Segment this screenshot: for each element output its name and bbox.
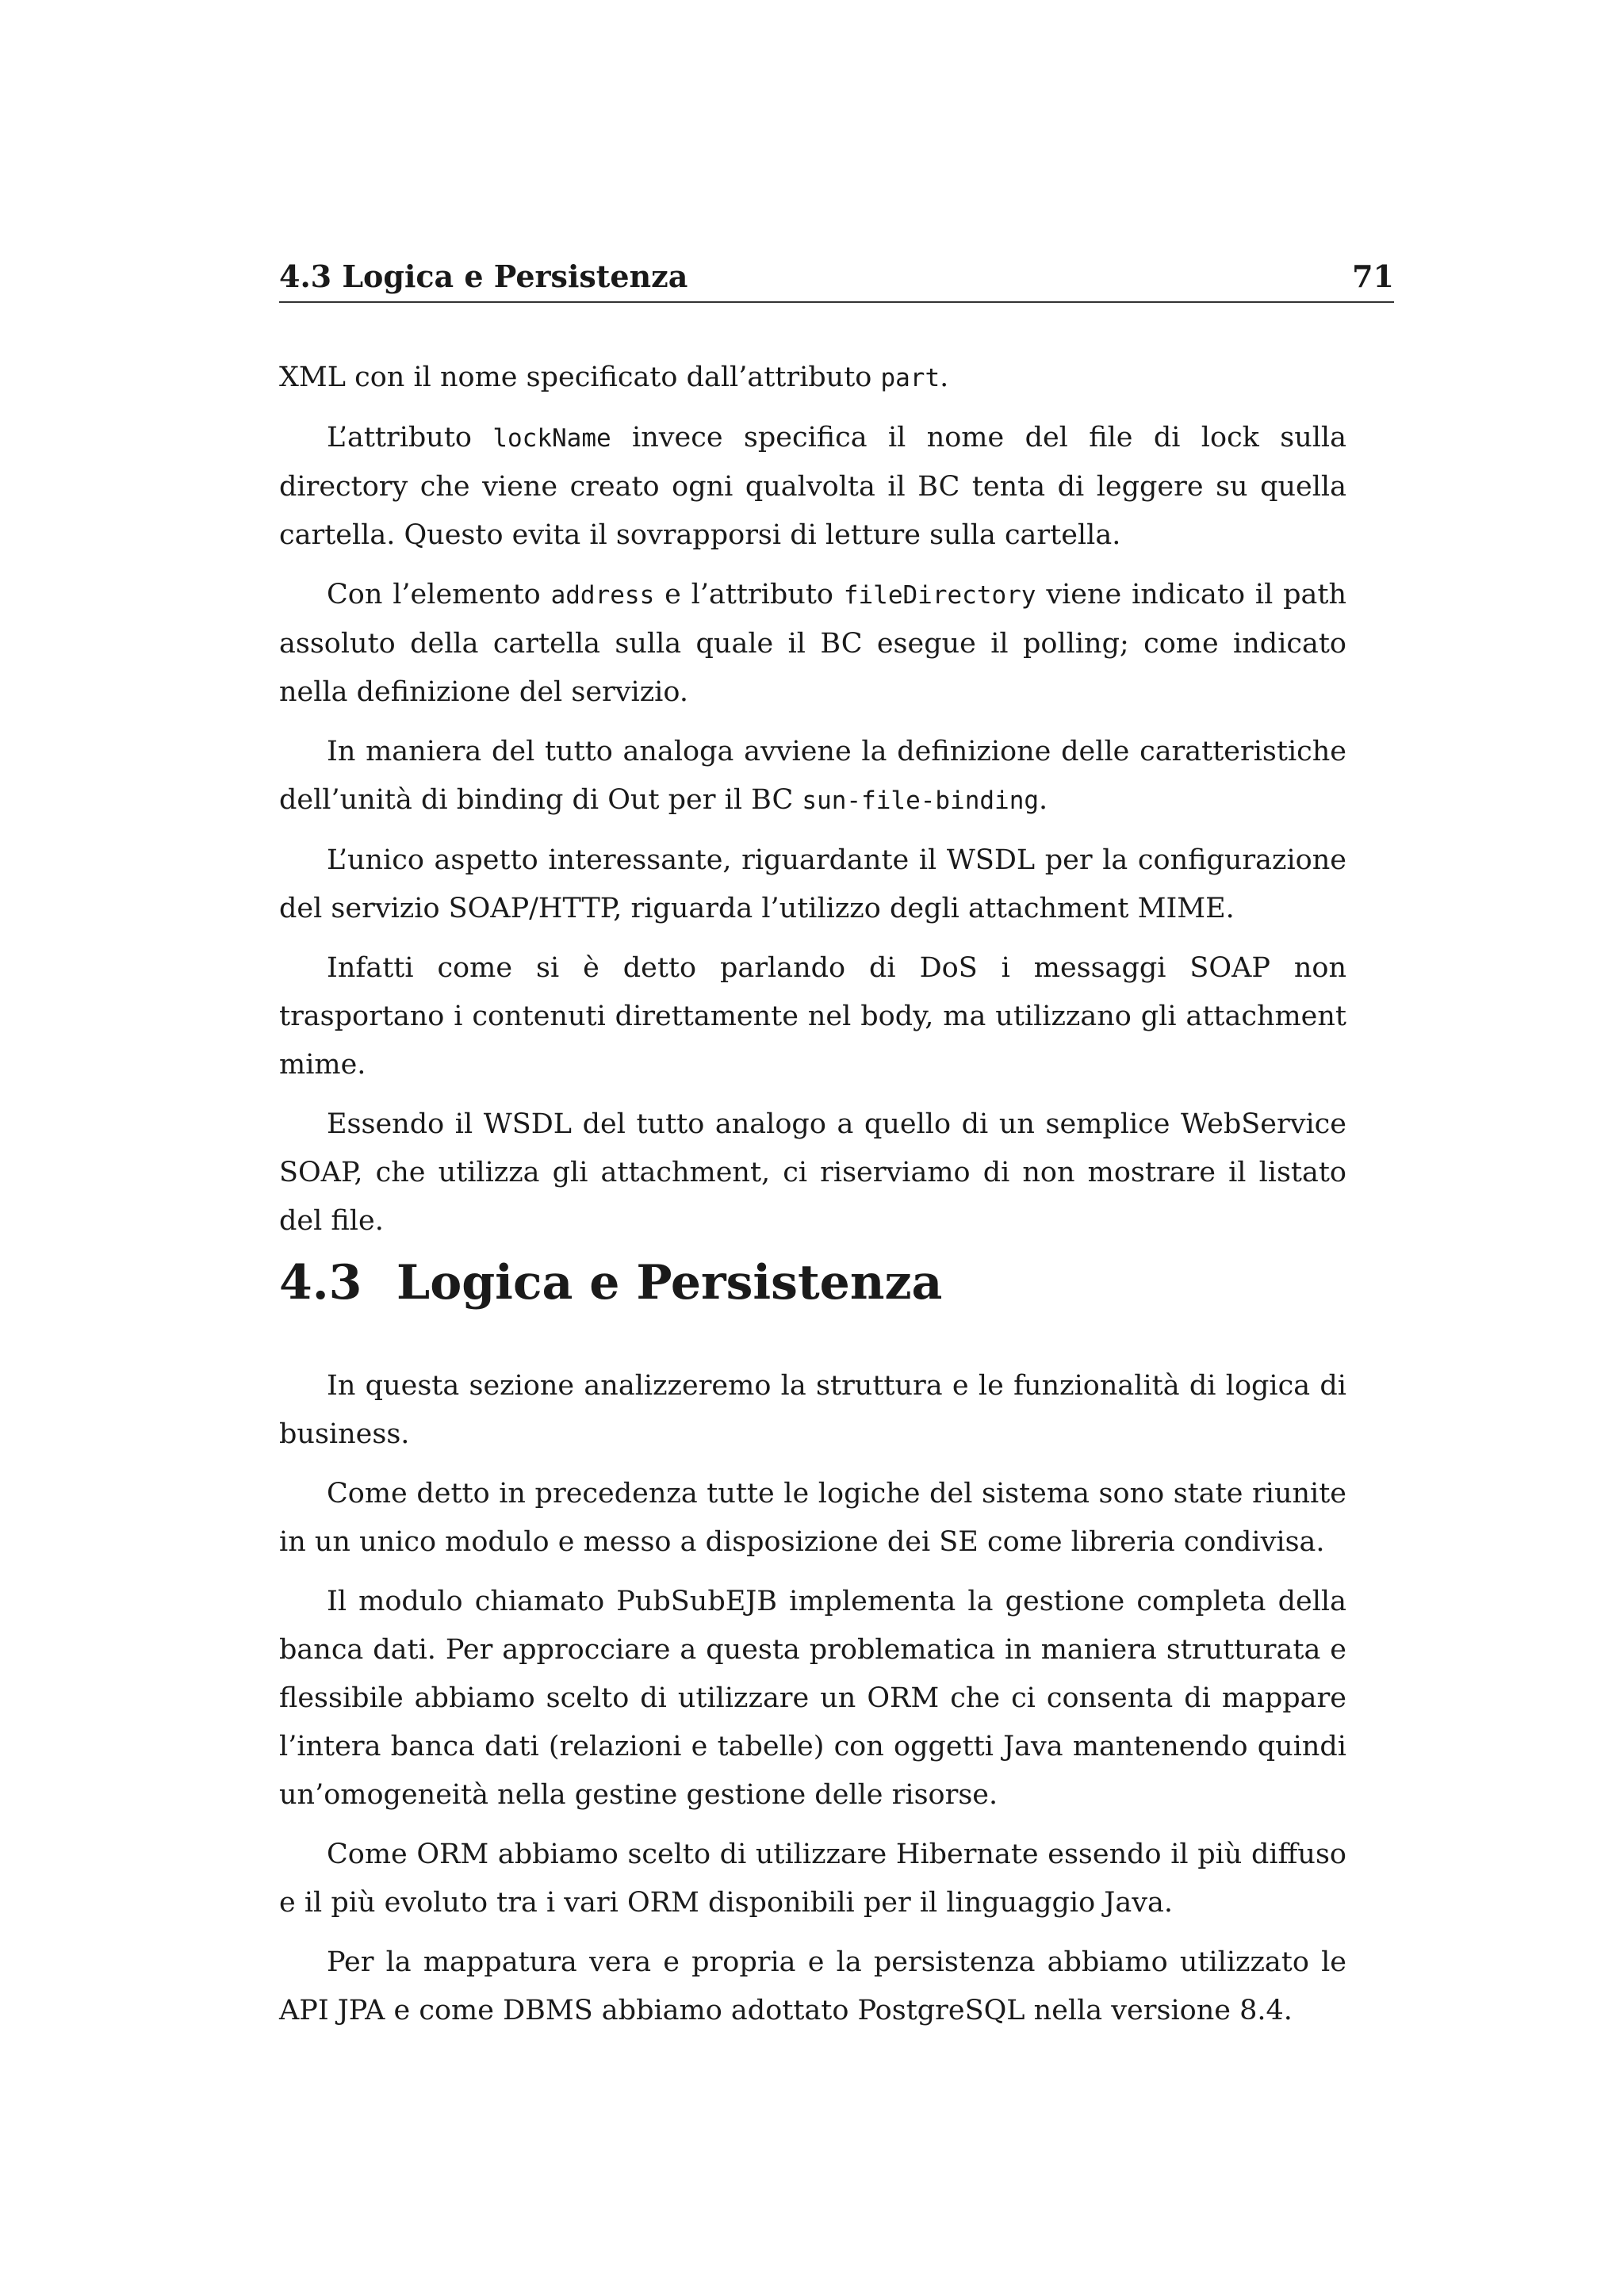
code-sun-file-binding: sun-file-binding bbox=[802, 786, 1040, 815]
paragraph-7: Essendo il WSDL del tutto analogo a quello di un semplice WebService SOAP, che utilizza gli attachment, ci riserviamo di non mostrare il listato del file. bbox=[279, 1108, 1346, 1237]
paragraph-2-text-a: L’attributo bbox=[327, 422, 493, 453]
page-number: 71 bbox=[1352, 258, 1394, 294]
section-paragraph-3: Il modulo chiamato PubSubEJB implementa la gestione completa della banca dati. Per approcciare a questa problematica in maniera strutturata e flessibile abbiamo scelto di utilizzare un ORM che ci consenta di mappare l’intera banca dati (relazioni e tabelle) con oggetti Java mantenendo quindi un’omogeneità nella gestine gestione delle risorse. bbox=[279, 1586, 1346, 1811]
paragraph-3-text-a: Con l’elemento bbox=[327, 579, 551, 610]
paragraph-2-text-b: invece specifica il nome del file di lock sulla directory che viene creato ogni qualvolta il BC tenta di leggere su quella cartella. Questo evita il sovrapporsi di letture sulla cartella. bbox=[279, 422, 1346, 551]
section-paragraph-2: Come detto in precedenza tutte le logiche del sistema sono state riunite in un unico modulo e messo a disposizione dei SE come libreria condivisa. bbox=[279, 1478, 1346, 1558]
running-header-section: 4.3 Logica e Persistenza bbox=[279, 258, 688, 294]
section-title: Logica e Persistenza bbox=[396, 1255, 943, 1311]
paragraph-3-text-b: e l’attributo bbox=[654, 579, 844, 610]
paragraph-4 bbox=[279, 728, 1346, 825]
paragraph-1-text-a: XML con il nome specificato dall’attributo bbox=[279, 362, 881, 393]
code-lockname: lockName bbox=[492, 424, 611, 453]
code-filedirectory: fileDirectory bbox=[843, 581, 1036, 610]
code-address: address bbox=[550, 581, 655, 610]
section-heading bbox=[279, 1251, 942, 1314]
paragraph-3 bbox=[279, 571, 1346, 717]
paragraph-4-text-a: In maniera del tutto analoga avviene la definizione delle caratteristiche dell’unità di binding di Out per il BC bbox=[279, 736, 1346, 816]
paragraph-2 bbox=[279, 414, 1346, 560]
body-text-section bbox=[279, 1362, 1346, 2046]
code-part: part bbox=[880, 364, 940, 392]
paragraph-1-text-b: . bbox=[940, 362, 949, 393]
section-paragraph-4: Come ORM abbiamo scelto di utilizzare Hibernate essendo il più diffuso e il più evoluto tra i vari ORM disponibili per il linguaggio Java. bbox=[279, 1839, 1346, 1919]
section-number: 4.3 bbox=[279, 1255, 362, 1311]
paragraph-6: Infatti come si è detto parlando di DoS i messaggi SOAP non trasportano i contenuti direttamente nel body, ma utilizzano gli attachment mime. bbox=[279, 952, 1346, 1081]
paragraph-4-text-b: . bbox=[1039, 784, 1048, 816]
body-text-upper bbox=[279, 354, 1346, 1257]
paragraph-1 bbox=[279, 354, 1346, 403]
section-paragraph-5: Per la mappatura vera e propria e la persistenza abbiamo utilizzato le API JPA e come DBMS abbiamo adottato PostgreSQL nella versione 8.4. bbox=[279, 1946, 1346, 2026]
paragraph-5: L’unico aspetto interessante, riguardante il WSDL per la configurazione del servizio SOAP/HTTP, riguarda l’utilizzo degli attachment MIME. bbox=[279, 844, 1346, 924]
running-header bbox=[279, 252, 1394, 303]
section-paragraph-1: In questa sezione analizzeremo la struttura e le funzionalità di logica di business. bbox=[279, 1370, 1346, 1450]
paragraph-3-text-c: viene indicato il path assoluto della cartella sulla quale il BC esegue il polling; come indicato nella definizione del servizio. bbox=[279, 579, 1346, 708]
